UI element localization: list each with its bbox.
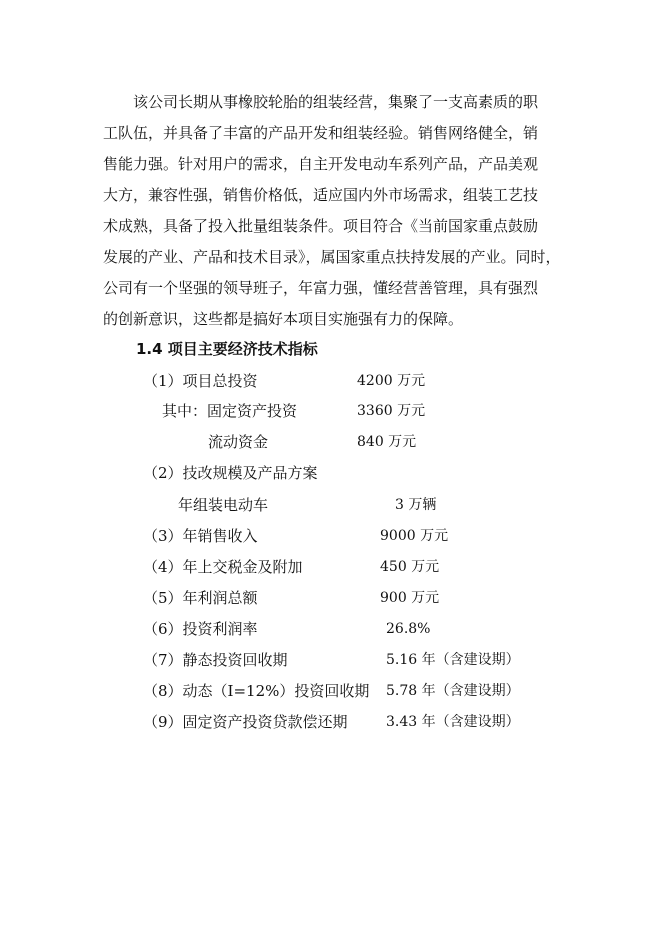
- indicator-label: 流动资金: [208, 433, 269, 451]
- indicator-value: 9000 万元: [380, 528, 449, 544]
- indicator-label: （1）项目总投资: [143, 372, 258, 390]
- indicator-label: （3）年销售收入: [143, 527, 258, 545]
- indicator-label: 其中：固定资产投资: [162, 402, 298, 420]
- indicator-label: （5）年利润总额: [143, 589, 258, 607]
- indicator-value: 450 万元: [380, 559, 440, 575]
- indicator-label: （9）固定资产投资贷款偿还期: [143, 713, 348, 731]
- paragraph-line: 售能力强。针对用户的需求，自主开发电动车系列产品，产品美观: [103, 155, 539, 173]
- indicator-label: （7）静态投资回收期: [143, 651, 288, 669]
- indicator-value: 26.8%: [386, 621, 431, 637]
- indicator-value: 3360 万元: [357, 403, 426, 419]
- paragraph-line: 公司有一个坚强的领导班子，年富力强，懂经营善管理，具有强烈: [103, 279, 539, 297]
- body-paragraph: [103, 87, 563, 335]
- paragraph-line: 术成熟，具备了投入批量组装条件。项目符合《当前国家重点鼓励: [103, 217, 539, 235]
- paragraph-line: 的创新意识，这些都是搞好本项目实施强有力的保障。: [103, 310, 464, 328]
- indicator-value: 4200 万元: [357, 373, 426, 389]
- indicator-value: 840 万元: [357, 434, 417, 450]
- indicator-value: 3 万辆: [395, 497, 437, 513]
- paragraph-line: 发展的产业、产品和技术目录》，属国家重点扶持发展的产业。同时，: [103, 248, 561, 266]
- paragraph-line: 该公司长期从事橡胶轮胎的组装经营，集聚了一支高素质的职: [133, 93, 539, 111]
- indicator-label: （6）投资利润率: [143, 620, 258, 638]
- indicator-value: 5.78 年（含建设期）: [386, 683, 520, 699]
- indicator-label: （4）年上交税金及附加: [143, 558, 303, 576]
- indicator-label: （8）动态（I=12%）投资回收期: [143, 682, 370, 700]
- paragraph-line: 大方，兼容性强，销售价格低，适应国内外市场需求，组装工艺技: [103, 186, 539, 204]
- indicator-label: （2）技改规模及产品方案: [143, 464, 318, 482]
- section-heading: 1.4 项目主要经济技术指标: [136, 340, 318, 358]
- indicator-value: 900 万元: [380, 590, 440, 606]
- indicator-value: 5.16 年（含建设期）: [386, 652, 520, 668]
- paragraph-line: 工队伍，并具备了丰富的产品开发和组装经验。销售网络健全，销: [103, 124, 539, 142]
- indicator-label: 年组装电动车: [178, 496, 269, 514]
- indicator-value: 3.43 年（含建设期）: [386, 714, 520, 730]
